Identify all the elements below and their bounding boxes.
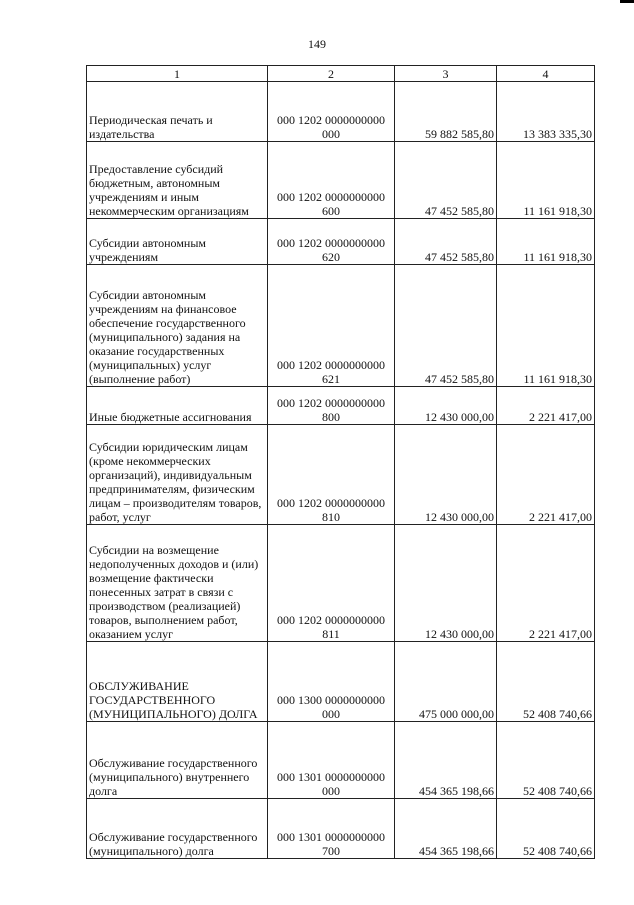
- row-code-main: 000 1300 0000000000: [277, 693, 385, 707]
- row-code: [268, 265, 395, 387]
- row-executed: 52 408 740,66: [497, 642, 595, 722]
- row-executed: 2 221 417,00: [497, 387, 595, 425]
- budget-table: [86, 65, 595, 859]
- row-code-type: 000: [322, 784, 340, 798]
- row-code-main: 000 1202 0000000000: [277, 613, 385, 627]
- row-sum: 47 452 585,80: [395, 265, 497, 387]
- row-code: [268, 219, 395, 265]
- row-code: [268, 387, 395, 425]
- row-name: Иные бюджетные ассигнования: [87, 387, 268, 425]
- table-row: [87, 525, 595, 642]
- table-row: [87, 265, 595, 387]
- row-name: Периодическая печать и издательства: [87, 82, 268, 142]
- header-row: [87, 66, 595, 82]
- row-code: [268, 82, 395, 142]
- row-sum: 475 000 000,00: [395, 642, 497, 722]
- table-row: [87, 219, 595, 265]
- row-code-type: 800: [322, 410, 340, 424]
- row-code-main: 000 1301 0000000000: [277, 770, 385, 784]
- row-code-type: 700: [322, 844, 340, 858]
- table-row: [87, 82, 595, 142]
- row-sum: 47 452 585,80: [395, 219, 497, 265]
- table-row: [87, 387, 595, 425]
- row-code: [268, 142, 395, 219]
- row-name: Предоставление субсидий бюджетным, автономным учреждениям и иным некоммерческим организациям: [87, 142, 268, 219]
- table-row: [87, 425, 595, 525]
- row-code-type: 600: [322, 204, 340, 218]
- row-executed: 52 408 740,66: [497, 799, 595, 859]
- row-code-main: 000 1202 0000000000: [277, 358, 385, 372]
- row-name: ОБСЛУЖИВАНИЕ ГОСУДАРСТВЕННОГО (МУНИЦИПАЛЬНОГО) ДОЛГА: [87, 642, 268, 722]
- row-code-main: 000 1202 0000000000: [277, 113, 385, 127]
- row-name: Субсидии автономным учреждениям: [87, 219, 268, 265]
- row-executed: 13 383 335,30: [497, 82, 595, 142]
- row-executed: 2 221 417,00: [497, 425, 595, 525]
- row-code: [268, 722, 395, 799]
- row-code-type: 810: [322, 510, 340, 524]
- row-code: [268, 799, 395, 859]
- header-cell-3: 3: [395, 66, 497, 82]
- row-sum: 12 430 000,00: [395, 387, 497, 425]
- row-sum: 59 882 585,80: [395, 82, 497, 142]
- row-code-type: 000: [322, 707, 340, 721]
- row-name: Субсидии на возмещение недополученных доходов и (или) возмещение фактически понесенных затрат в связи с производством (реализацией) товаров, выполнением работ, оказанием услуг: [87, 525, 268, 642]
- row-executed: 11 161 918,30: [497, 265, 595, 387]
- row-sum: 454 365 198,66: [395, 722, 497, 799]
- row-name: Субсидии автономным учреждениям на финансовое обеспечение государственного (муниципального) задания на оказание государственных (муниципальных) услуг (выполнение работ): [87, 265, 268, 387]
- row-code: [268, 425, 395, 525]
- row-code-main: 000 1202 0000000000: [277, 236, 385, 250]
- row-code-type: 620: [322, 250, 340, 264]
- row-executed: 52 408 740,66: [497, 722, 595, 799]
- row-sum: 47 452 585,80: [395, 142, 497, 219]
- header-cell-4: 4: [497, 66, 595, 82]
- row-code-main: 000 1202 0000000000: [277, 496, 385, 510]
- row-executed: 11 161 918,30: [497, 219, 595, 265]
- row-code-type: 621: [322, 372, 340, 386]
- row-code-main: 000 1202 0000000000: [277, 190, 385, 204]
- table-row: [87, 642, 595, 722]
- table-row: [87, 799, 595, 859]
- table-row: [87, 722, 595, 799]
- row-executed: 11 161 918,30: [497, 142, 595, 219]
- row-name: Обслуживание государственного (муниципального) внутреннего долга: [87, 722, 268, 799]
- row-code: [268, 525, 395, 642]
- corner-mark: [620, 0, 634, 3]
- row-code-type: 811: [322, 627, 340, 641]
- row-sum: 454 365 198,66: [395, 799, 497, 859]
- row-executed: 2 221 417,00: [497, 525, 595, 642]
- row-code-main: 000 1202 0000000000: [277, 396, 385, 410]
- header-cell-2: 2: [268, 66, 395, 82]
- row-sum: 12 430 000,00: [395, 425, 497, 525]
- row-name: Обслуживание государственного (муниципального) долга: [87, 799, 268, 859]
- row-sum: 12 430 000,00: [395, 525, 497, 642]
- header-cell-1: 1: [87, 66, 268, 82]
- page-number: 149: [308, 37, 326, 51]
- row-code-type: 000: [322, 127, 340, 141]
- row-code: [268, 642, 395, 722]
- row-code-main: 000 1301 0000000000: [277, 830, 385, 844]
- row-name: Субсидии юридическим лицам (кроме некоммерческих организаций), индивидуальным предпринимателям, физическим лицам – производителям товаров, работ, услуг: [87, 425, 268, 525]
- table-row: [87, 142, 595, 219]
